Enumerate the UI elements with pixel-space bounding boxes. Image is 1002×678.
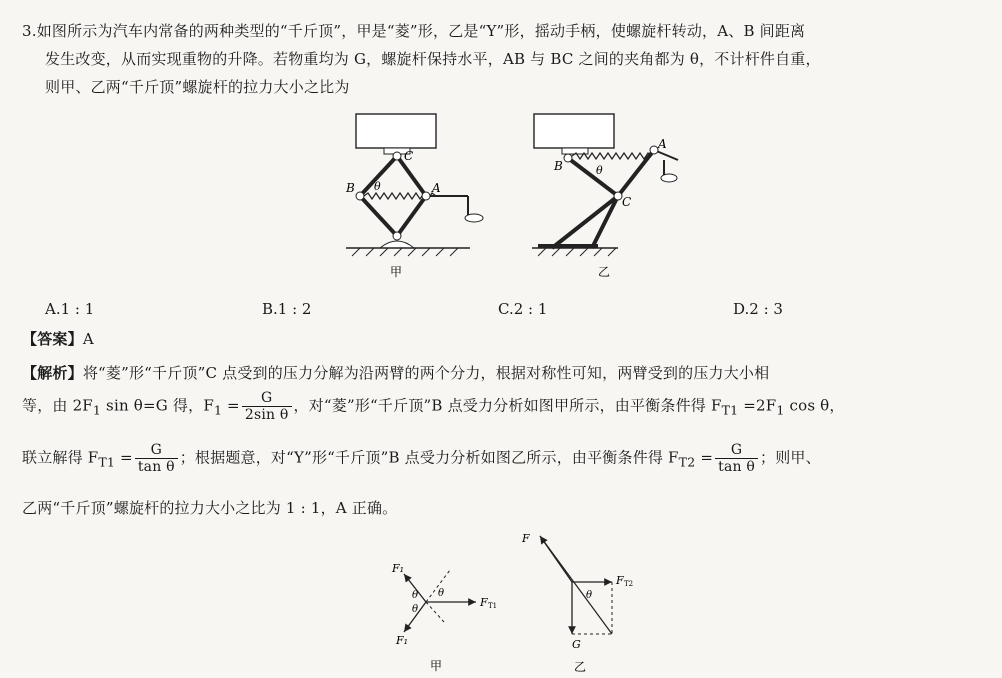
jack-diagram-yi (518, 108, 698, 288)
fraction-f1: $\frac{G}{\text{2sin θ}}$ (242, 390, 292, 423)
label-f1-bottom: F₁ (396, 634, 409, 647)
label-ft2: F (616, 574, 624, 587)
question-line-1: 3.如图所示为汽车内常备的两种类型的“千斤顶”，甲是“菱”形，乙是“Y”形，摇动手柄，使螺旋杆转动，A、B 间距离 (22, 22, 806, 40)
option-a: A.1 : 1 (45, 300, 95, 318)
label-b: B (554, 159, 563, 173)
label-f1-top: F₁ (392, 562, 405, 575)
question-line-2: 发生改变，从而实现重物的升降。若物重均为 G，螺旋杆保持水平，AB 与 BC 之间的夹角都为 θ，不计杆件自重， (45, 50, 821, 68)
label-theta: θ (596, 164, 603, 177)
caption-jia: 甲 (430, 659, 443, 673)
force-diagram-jia (370, 550, 510, 675)
force-diagram-yi (520, 526, 660, 676)
question-line-3: 则甲、乙两“千斤顶”螺旋杆的拉力大小之比为 (45, 78, 350, 96)
fraction-ft2: $\frac{G}{\text{tan θ}}$ (715, 442, 758, 475)
label-theta: θ (586, 590, 593, 601)
caption-yi: 乙 (574, 660, 587, 674)
jack-diagram-jia (340, 108, 500, 288)
analysis-label: 【解析】 (22, 364, 83, 382)
caption-jia: 甲 (390, 265, 403, 279)
label-a: A (658, 137, 667, 151)
label-f: F (522, 532, 530, 545)
answer-label: 【答案】 (22, 330, 83, 348)
option-b: B.1 : 2 (262, 300, 312, 318)
analysis-line-2: 等，由 $2F_1$ sin θ=G 得，$F_1$ = $\frac{G}{\text{2sin θ}}$ ，对“菱”形“千斤顶”B 点受力分析如图甲所示，由平衡条件得 $F_{T1} =2F_1$ cos θ， (22, 390, 845, 424)
label-theta-3: θ (438, 588, 445, 599)
label-c: C (622, 195, 632, 209)
fraction-ft1: $\frac{G}{\text{tan θ}}$ (135, 442, 178, 475)
label-g: G (572, 638, 581, 651)
label-a: A (432, 181, 441, 195)
option-c: C.2 : 1 (498, 300, 548, 318)
label-theta-2: θ (412, 604, 419, 615)
label-theta: θ (374, 180, 381, 193)
analysis-line-3: 联立解得 $F_{T1}$ = $\frac{G}{\text{tan θ}}$ ；根据题意，对“Y”形“千斤顶”B 点受力分析如图乙所示，由平衡条件得 $F_{T2}$ = $\frac{G}{\text{tan θ}}$ ；则甲、 (22, 442, 821, 476)
analysis-line-1 (22, 362, 769, 383)
svg-text:T2: T2 (624, 580, 634, 588)
label-c: C (404, 149, 414, 163)
label-b: B (346, 181, 355, 195)
svg-text:T1: T1 (488, 602, 498, 610)
analysis-line-4: 乙两“千斤顶”螺旋杆的拉力大小之比为 1 : 1，A 正确。 (22, 499, 398, 517)
option-d: D.2 : 3 (733, 300, 783, 318)
answer-value: A (82, 330, 94, 348)
analysis-p1: 将“菱”形“千斤顶”C 点受到的压力分解为沿两臂的两个分力，根据对称性可知，两臂受到的压力大小相 (82, 364, 770, 382)
caption-yi: 乙 (598, 265, 611, 279)
label-theta-1: θ (412, 590, 419, 601)
answer-line (22, 328, 94, 349)
label-ft1: F (480, 596, 488, 609)
